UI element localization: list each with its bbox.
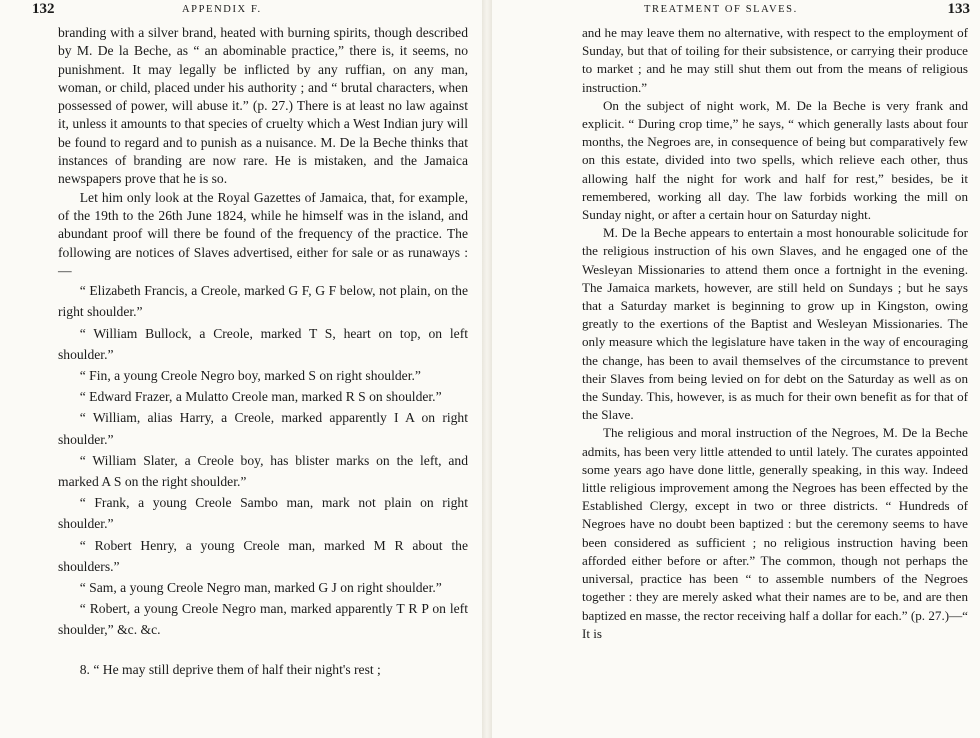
paragraph: The religious and moral instruction of the Negroes, M. De la Beche admits, has been very little attended to until lately. The curates appointed some years ago have done little, generally speaking, in this way. Indeed little religious improvement among the Negroes has been effected by the Established Clergy, except in two or three districts. “ Hundreds of Negroes have no doubt been baptized : but the ceremony seems to have been considered as sufficient ; no religious instruction having been afforded either before or after.” The common, though not perhaps the universal, practice has been “ to assemble numbers of the Negroes together : they are merely asked what their names are to be, and are then baptized en masse, the rector receiving half a dollar for each.” (p. 27.)—“ It is <box>582 425 968 641</box>
advert-entry: “ Robert, a young Creole Negro man, marked apparently T R P on left shoulder,” &c. &c. <box>58 601 468 638</box>
advert-entry: “ Fin, a young Creole Negro boy, marked S on right shoulder.” <box>79 367 421 383</box>
paragraph: and he may leave them no alternative, with respect to the employment of Sunday, but that of toiling for their subsistence, or carrying their produce to market ; and he may still shut them out from the means of religious instruction.” <box>582 25 968 95</box>
right-running-title: TREATMENT OF SLAVES. <box>644 4 798 15</box>
left-page-number: 132 <box>32 1 55 17</box>
paragraph: M. De la Beche appears to entertain a most honourable solicitude for the religious instruction of his own Slaves, and he engaged one of the Wesleyan Missionaries to attend them once a fortnight in the evening. The Jamaica markets, however, are still held on Sundays ; but he says that a Saturday market is beginning to grow up in Kingston, owing greatly to the exertions of the Baptist and Wesleyan Missionaries. The only measure which the legislature have taken in the way of encouraging the change, has been to avail themselves of the circumstance to prevent their Slaves from being levied on for debt on the Saturday as well as on the Sunday. This, however, is as much for their own benefit as for that of the Slave. <box>582 225 968 423</box>
advert-entry: “ Frank, a young Creole Sambo man, mark not plain on right shoulder.” <box>58 495 468 532</box>
right-page-body <box>582 24 968 643</box>
right-page-number: 133 <box>947 1 970 17</box>
advert-entry: “ Edward Frazer, a Mulatto Creole man, marked R S on shoulder.” <box>79 389 442 405</box>
paragraph: branding with a silver brand, heated with burning spirits, though described by M. De la Beche, as “ an abominable practice,” there is, it seems, no punishment. It may legally be inflicted by any ruffian, on any man, woman, or child, placed under his authority ; and “ brutal characters, when possessed of power, will abuse it.” (p. 27.) There is at least no law against it, unless it amounts to that species of cruelty which a West Indian jury will be found to regard and to punish as a nuisance. M. De la Beche thinks that instances of branding are now rare. He is mistaken, and the Jamaica newspapers prove that he is so. <box>58 25 468 187</box>
advert-entry: “ Sam, a young Creole Negro man, marked G J on right shoulder.” <box>79 580 442 595</box>
advert-entry: “ Elizabeth Francis, a Creole, marked G F, G F below, not plain, on the right shoulder.” <box>58 283 468 320</box>
left-running-head <box>32 0 482 20</box>
advert-entry: “ Robert Henry, a young Creole man, marked M R about the shoulders.” <box>58 537 468 574</box>
paragraph: On the subject of night work, M. De la Beche is very frank and explicit. “ During crop time,” he says, “ which generally lasts about four months, the Negroes are, in consequence of being but comparatively few on this estate, divided into two spells, which relieve each other, thus allowing half the night for work and half for rest,” besides, be it remembered, working all day. The law forbids working the mill on Sunday night, or after a certain hour on Saturday night. <box>582 97 968 223</box>
right-running-head <box>584 0 970 20</box>
book-gutter <box>482 0 492 738</box>
advert-entry: “ William Slater, a Creole boy, has blister marks on the left, and marked A S on the right shoulder.” <box>58 452 468 489</box>
left-page <box>0 0 482 738</box>
right-page <box>492 0 980 738</box>
advert-entry: “ William, alias Harry, a Creole, marked apparently I A on right shoulder.” <box>58 410 468 447</box>
left-page-body <box>58 24 468 679</box>
left-running-title: APPENDIX F. <box>182 4 262 15</box>
paragraph: Let him only look at the Royal Gazettes of Jamaica, that, for example, of the 19th to the 26th June 1824, while he himself was in the island, and abundant proof will there be found of the frequency of the practice. The following are notices of Slaves advertised, either for sale or as runaways :— <box>58 189 468 278</box>
advert-entry: “ William Bullock, a Creole, marked T S, heart on top, on left shoulder.” <box>58 325 468 362</box>
paragraph: 8. “ He may still deprive them of half their night's rest ; <box>79 661 381 677</box>
